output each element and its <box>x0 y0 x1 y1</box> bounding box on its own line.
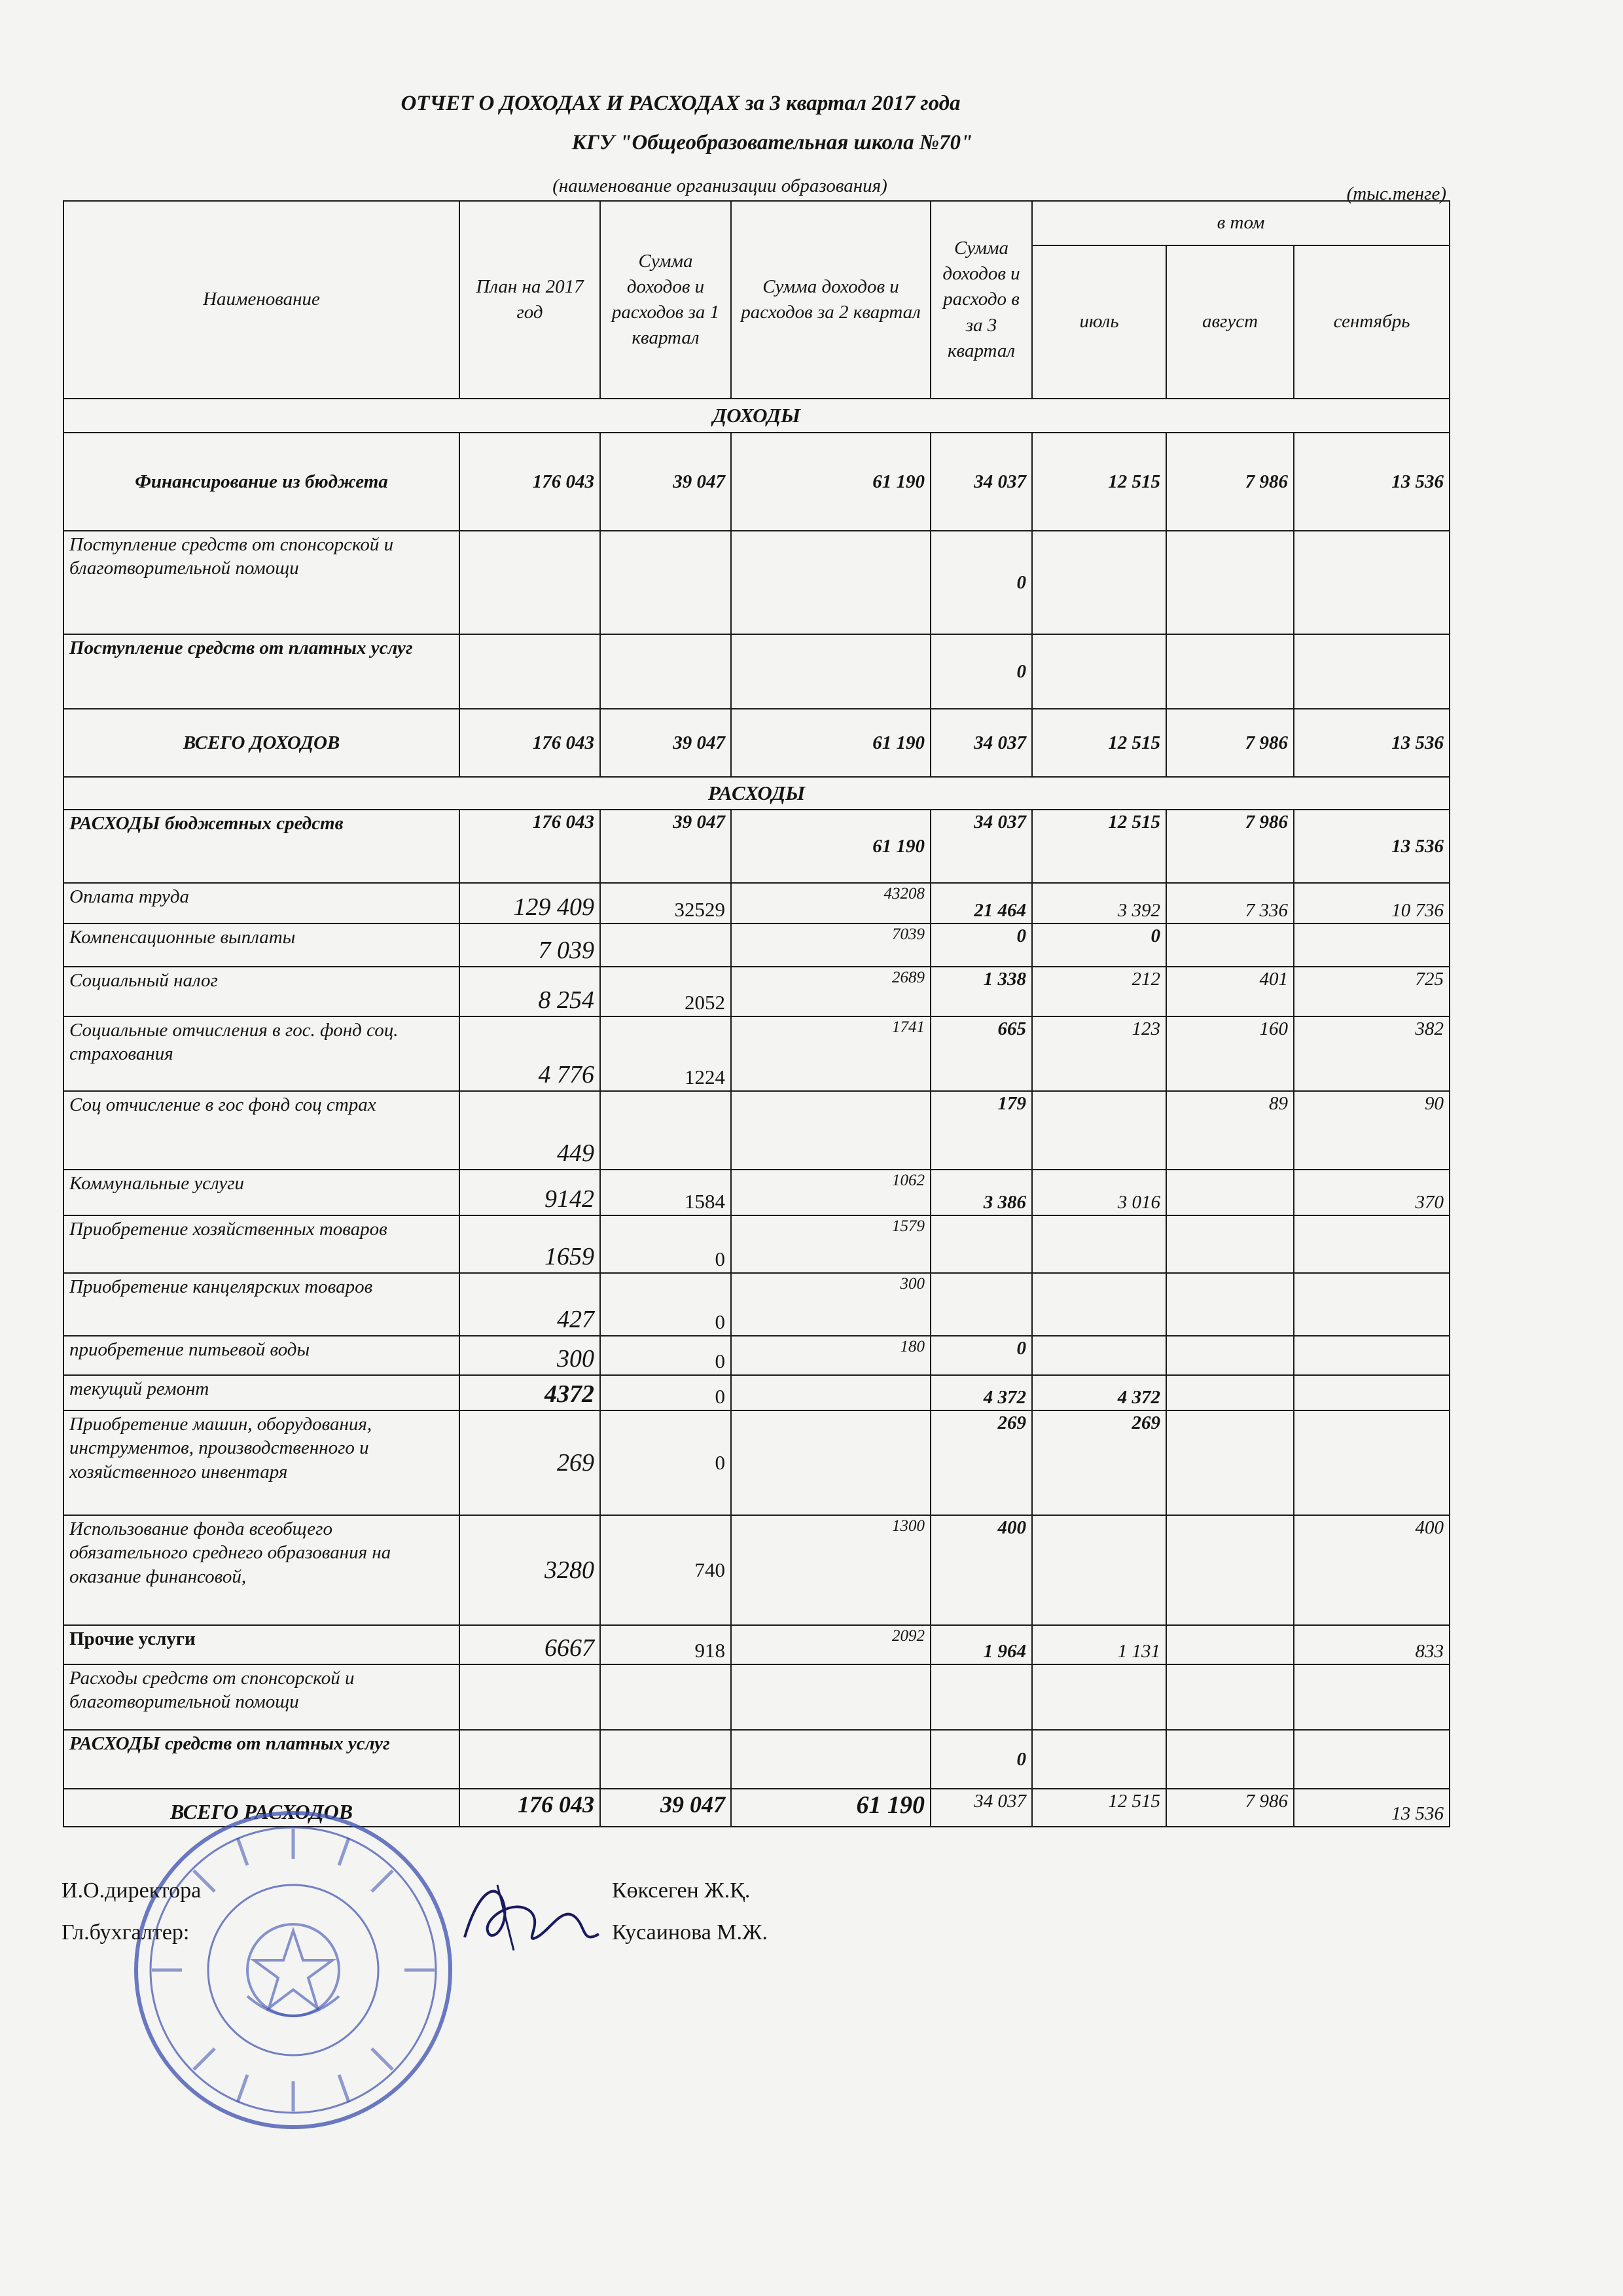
cell-aug <box>1166 1375 1294 1410</box>
cell-plan: 300 <box>459 1336 600 1375</box>
cell-q3: 1 338 <box>931 967 1032 1016</box>
cell-plan: 6667 <box>459 1625 600 1664</box>
row-name: текущий ремонт <box>63 1375 459 1410</box>
cell-q1: 1224 <box>600 1016 731 1091</box>
cell-q3 <box>931 1215 1032 1273</box>
cell-jul: 0 <box>1032 924 1166 967</box>
cell-aug <box>1166 1625 1294 1664</box>
cell-q2: 1300 <box>731 1515 931 1625</box>
cell-q1: 0 <box>600 1215 731 1273</box>
cell-q2 <box>731 1375 931 1410</box>
cell-aug <box>1166 1336 1294 1375</box>
row-name: ВСЕГО ДОХОДОВ <box>63 709 459 777</box>
cell-sep <box>1294 1375 1450 1410</box>
cell-aug <box>1166 1170 1294 1215</box>
row-name: Социальные отчисления в гос. фонд соц. страхования <box>63 1016 459 1091</box>
cell-aug <box>1166 1515 1294 1625</box>
cell-q2: 61 190 <box>731 1789 931 1827</box>
cell-q1 <box>600 531 731 634</box>
cell-q1 <box>600 1664 731 1730</box>
cell-jul: 12 515 <box>1032 709 1166 777</box>
row-name: ВСЕГО РАСХОДОВ <box>63 1789 459 1827</box>
cell-sep <box>1294 924 1450 967</box>
cell-sep: 13 536 <box>1294 433 1450 531</box>
cell-aug <box>1166 634 1294 709</box>
cell-q3: 179 <box>931 1091 1032 1170</box>
cell-aug <box>1166 1273 1294 1336</box>
cell-q1: 39 047 <box>600 433 731 531</box>
cell-plan: 427 <box>459 1273 600 1336</box>
col-header-sep: сентябрь <box>1294 245 1450 399</box>
cell-q2: 1741 <box>731 1016 931 1091</box>
cell-plan: 176 043 <box>459 1789 600 1827</box>
cell-jul: 212 <box>1032 967 1166 1016</box>
cell-aug: 7 986 <box>1166 709 1294 777</box>
cell-q3: 34 037 <box>931 1789 1032 1827</box>
cell-jul <box>1032 1091 1166 1170</box>
col-header-q3: Сумма доходов и расходо в за 3 квартал <box>931 201 1032 399</box>
cell-aug: 7 336 <box>1166 883 1294 924</box>
cell-q2 <box>731 1091 931 1170</box>
cell-plan <box>459 531 600 634</box>
cell-sep: 13 536 <box>1294 810 1450 883</box>
cell-aug: 7 986 <box>1166 810 1294 883</box>
cell-plan: 4 776 <box>459 1016 600 1091</box>
cell-plan: 129 409 <box>459 883 600 924</box>
cell-q1: 918 <box>600 1625 731 1664</box>
cell-q2: 1062 <box>731 1170 931 1215</box>
row-name: Приобретение канцелярских товаров <box>63 1273 459 1336</box>
cell-q3: 0 <box>931 1336 1032 1375</box>
units-label: (тыс.тенге) <box>1346 183 1446 204</box>
cell-q3: 665 <box>931 1016 1032 1091</box>
cell-q1: 0 <box>600 1410 731 1515</box>
cell-jul: 269 <box>1032 1410 1166 1515</box>
cell-q3 <box>931 1273 1032 1336</box>
organization-caption: (наименование организации образования) <box>552 175 887 196</box>
director-title: И.О.директора <box>62 1878 202 1903</box>
row-name: РАСХОДЫ средств от платных услуг <box>63 1730 459 1789</box>
cell-sep: 13 536 <box>1294 1789 1450 1827</box>
section-income: ДОХОДЫ <box>63 399 1450 433</box>
cell-aug <box>1166 924 1294 967</box>
cell-q3: 0 <box>931 924 1032 967</box>
cell-jul <box>1032 531 1166 634</box>
cell-plan <box>459 1730 600 1789</box>
row-name: Использование фонда всеобщего обязательного среднего образования на оказание финансовой, <box>63 1515 459 1625</box>
cell-q1: 740 <box>600 1515 731 1625</box>
col-header-name: Наименование <box>63 201 459 399</box>
cell-q3: 21 464 <box>931 883 1032 924</box>
accountant-name: Кусаинова М.Ж. <box>612 1920 768 1945</box>
cell-q1 <box>600 1730 731 1789</box>
row-name: Приобретение хозяйственных товаров <box>63 1215 459 1273</box>
row-name: Коммунальные услуги <box>63 1170 459 1215</box>
cell-q1: 32529 <box>600 883 731 924</box>
row-name: РАСХОДЫ бюджетных средств <box>63 810 459 883</box>
cell-sep: 382 <box>1294 1016 1450 1091</box>
row-name: Приобретение машин, оборудования, инструментов, производственного и хозяйственного инвентаря <box>63 1410 459 1515</box>
cell-sep <box>1294 1730 1450 1789</box>
cell-q2: 7039 <box>731 924 931 967</box>
cell-q2: 61 190 <box>731 433 931 531</box>
cell-aug: 89 <box>1166 1091 1294 1170</box>
cell-q1: 39 047 <box>600 810 731 883</box>
col-header-plan: План на 2017 год <box>459 201 600 399</box>
cell-q3: 0 <box>931 1730 1032 1789</box>
row-name: приобретение питьевой воды <box>63 1336 459 1375</box>
cell-plan: 8 254 <box>459 967 600 1016</box>
cell-plan: 4372 <box>459 1375 600 1410</box>
cell-plan: 176 043 <box>459 810 600 883</box>
cell-q3: 0 <box>931 531 1032 634</box>
official-stamp-seal <box>123 1800 463 2140</box>
cell-q1: 0 <box>600 1375 731 1410</box>
cell-q2 <box>731 1730 931 1789</box>
section-expenses: РАСХОДЫ <box>63 777 1450 810</box>
cell-sep <box>1294 1273 1450 1336</box>
row-name: Соц отчисление в гос фонд соц страх <box>63 1091 459 1170</box>
cell-q3: 0 <box>931 634 1032 709</box>
report-table <box>63 200 1450 1827</box>
cell-q2: 43208 <box>731 883 931 924</box>
cell-q3: 400 <box>931 1515 1032 1625</box>
cell-q2: 2689 <box>731 967 931 1016</box>
cell-q2 <box>731 1410 931 1515</box>
cell-jul: 1 131 <box>1032 1625 1166 1664</box>
cell-aug <box>1166 1664 1294 1730</box>
cell-q1 <box>600 634 731 709</box>
cell-q1: 2052 <box>600 967 731 1016</box>
cell-sep: 10 736 <box>1294 883 1450 924</box>
cell-q2: 2092 <box>731 1625 931 1664</box>
cell-q1: 39 047 <box>600 709 731 777</box>
cell-q1: 0 <box>600 1273 731 1336</box>
row-name: Поступление средств от спонсорской и благотворительной помощи <box>63 531 459 634</box>
cell-q3: 4 372 <box>931 1375 1032 1410</box>
accountant-title: Гл.бухгалтер: <box>62 1920 190 1945</box>
col-header-q2: Сумма доходов и расходов за 2 квартал <box>731 201 931 399</box>
row-name: Расходы средств от спонсорской и благотворительной помощи <box>63 1664 459 1730</box>
col-header-aug: август <box>1166 245 1294 399</box>
cell-q1 <box>600 924 731 967</box>
cell-plan: 9142 <box>459 1170 600 1215</box>
cell-q3: 34 037 <box>931 709 1032 777</box>
cell-q3: 1 964 <box>931 1625 1032 1664</box>
cell-plan: 176 043 <box>459 433 600 531</box>
cell-jul <box>1032 1215 1166 1273</box>
cell-jul: 123 <box>1032 1016 1166 1091</box>
cell-q2 <box>731 634 931 709</box>
cell-jul <box>1032 1730 1166 1789</box>
cell-q1 <box>600 1091 731 1170</box>
col-header-q1: Сумма доходов и расходов за 1 квартал <box>600 201 731 399</box>
cell-aug <box>1166 1410 1294 1515</box>
cell-plan: 269 <box>459 1410 600 1515</box>
cell-jul: 12 515 <box>1032 1789 1166 1827</box>
cell-aug <box>1166 1215 1294 1273</box>
row-name: Поступление средств от платных услуг <box>63 634 459 709</box>
cell-plan: 3280 <box>459 1515 600 1625</box>
cell-jul <box>1032 1336 1166 1375</box>
cell-plan: 7 039 <box>459 924 600 967</box>
row-name: Оплата труда <box>63 883 459 924</box>
cell-jul: 3 392 <box>1032 883 1166 924</box>
cell-q3: 34 037 <box>931 810 1032 883</box>
cell-sep <box>1294 1664 1450 1730</box>
cell-q2: 61 190 <box>731 810 931 883</box>
director-name: Көксеген Ж.Қ. <box>612 1878 751 1903</box>
cell-jul <box>1032 1515 1166 1625</box>
row-name: Компенсационные выплаты <box>63 924 459 967</box>
cell-jul: 4 372 <box>1032 1375 1166 1410</box>
handwritten-signature <box>452 1865 609 1964</box>
cell-sep: 13 536 <box>1294 709 1450 777</box>
cell-jul <box>1032 1273 1166 1336</box>
cell-aug: 160 <box>1166 1016 1294 1091</box>
cell-sep <box>1294 1336 1450 1375</box>
row-name: Финансирование из бюджета <box>63 433 459 531</box>
organization-name: КГУ "Общеобразовательная школа №70" <box>571 131 973 154</box>
cell-aug <box>1166 1730 1294 1789</box>
row-name: Прочие услуги <box>63 1625 459 1664</box>
cell-aug <box>1166 531 1294 634</box>
cell-q1: 0 <box>600 1336 731 1375</box>
report-title: ОТЧЕТ О ДОХОДАХ И РАСХОДАХ за 3 квартал 2017 года <box>401 92 961 115</box>
cell-sep: 833 <box>1294 1625 1450 1664</box>
cell-sep: 725 <box>1294 967 1450 1016</box>
cell-q3: 34 037 <box>931 433 1032 531</box>
row-name: Социальный налог <box>63 967 459 1016</box>
cell-q3: 3 386 <box>931 1170 1032 1215</box>
cell-plan: 1659 <box>459 1215 600 1273</box>
cell-sep <box>1294 1215 1450 1273</box>
cell-jul: 3 016 <box>1032 1170 1166 1215</box>
cell-plan <box>459 634 600 709</box>
cell-q3: 269 <box>931 1410 1032 1515</box>
cell-q2: 180 <box>731 1336 931 1375</box>
cell-sep: 370 <box>1294 1170 1450 1215</box>
cell-aug: 401 <box>1166 967 1294 1016</box>
cell-jul: 12 515 <box>1032 810 1166 883</box>
col-header-group: в том <box>1032 201 1450 245</box>
cell-jul <box>1032 634 1166 709</box>
cell-q3 <box>931 1664 1032 1730</box>
cell-sep <box>1294 1410 1450 1515</box>
cell-sep <box>1294 634 1450 709</box>
cell-plan: 449 <box>459 1091 600 1170</box>
cell-aug: 7 986 <box>1166 433 1294 531</box>
cell-q1: 39 047 <box>600 1789 731 1827</box>
cell-jul: 12 515 <box>1032 433 1166 531</box>
cell-sep: 400 <box>1294 1515 1450 1625</box>
cell-q2: 300 <box>731 1273 931 1336</box>
cell-q1: 1584 <box>600 1170 731 1215</box>
cell-q2 <box>731 531 931 634</box>
col-header-jul: июль <box>1032 245 1166 399</box>
cell-plan: 176 043 <box>459 709 600 777</box>
cell-plan <box>459 1664 600 1730</box>
cell-jul <box>1032 1664 1166 1730</box>
cell-aug: 7 986 <box>1166 1789 1294 1827</box>
cell-q2: 61 190 <box>731 709 931 777</box>
cell-q2 <box>731 1664 931 1730</box>
cell-sep <box>1294 531 1450 634</box>
cell-sep: 90 <box>1294 1091 1450 1170</box>
cell-q2: 1579 <box>731 1215 931 1273</box>
